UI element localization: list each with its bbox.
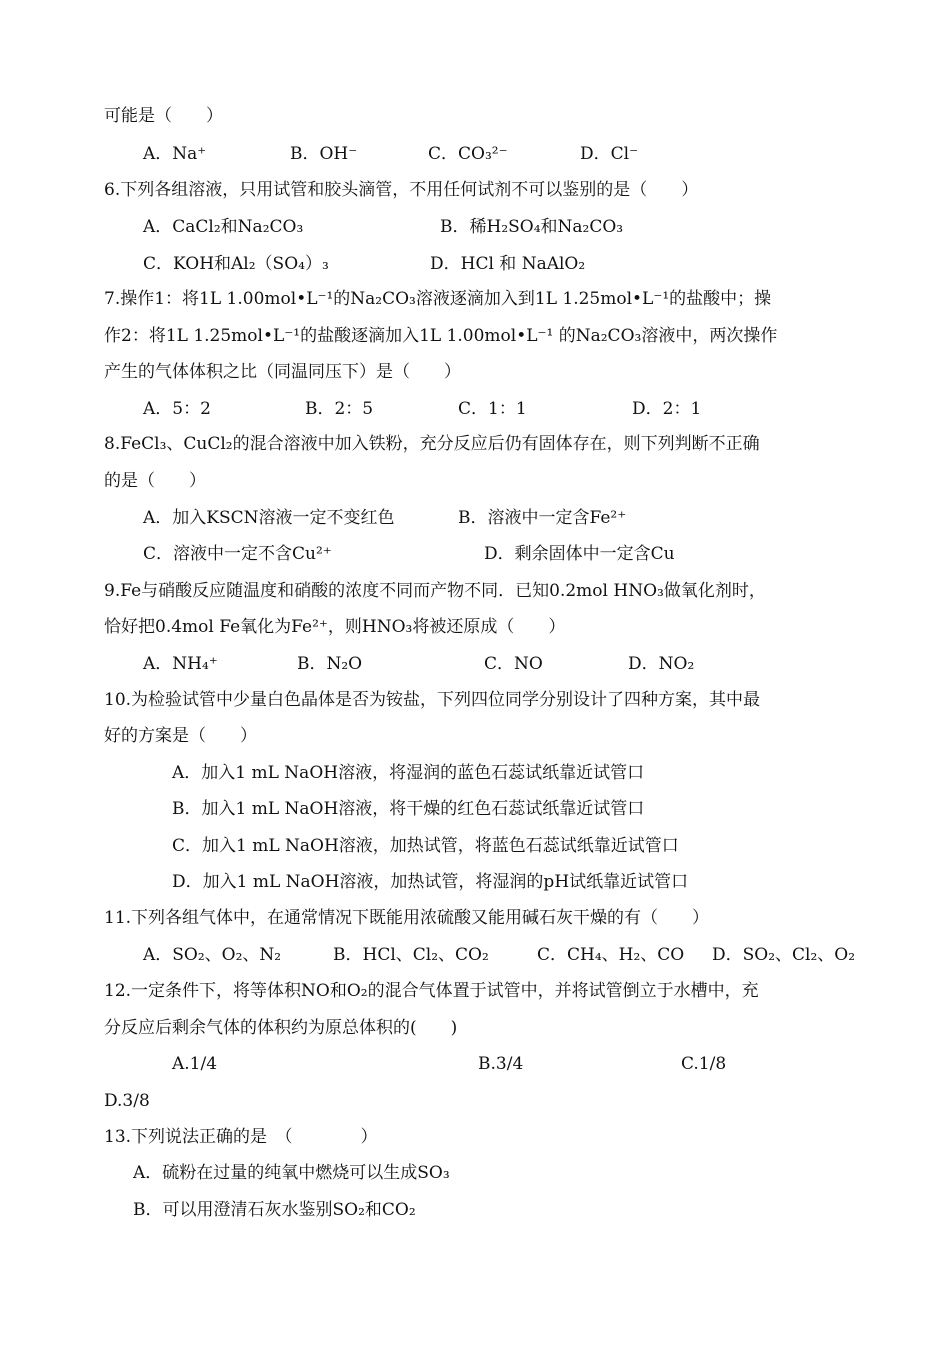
q11-option-c: C．CH₄、H₂、CO xyxy=(537,945,685,965)
q12-line-1: 12.一定条件下，将等体积NO和O₂的混合气体置于试管中，并将试管倒立于水槽中，充 xyxy=(104,981,759,1001)
q11-option-b: B．HCl、Cl₂、CO₂ xyxy=(333,945,489,965)
q9-option-d: D．NO₂ xyxy=(628,654,695,674)
q5-option-b: B．OH⁻ xyxy=(290,144,358,164)
q9-option-b: B．N₂O xyxy=(297,654,363,674)
q8-option-a: A．加入KSCN溶液一定不变红色 xyxy=(143,508,395,528)
q10-option-c: C．加入1 mL NaOH溶液，加热试管，将蓝色石蕊试纸靠近试管口 xyxy=(172,836,679,856)
q7-option-d: D．2：1 xyxy=(632,399,702,419)
q9-option-a: A．NH₄⁺ xyxy=(143,654,218,674)
q6-option-d: D．HCl 和 NaAlO₂ xyxy=(430,254,586,274)
q12-option-d: D.3/8 xyxy=(104,1091,150,1111)
q9-line-2: 恰好把0.4mol Fe氧化为Fe²⁺，则HNO₃将被还原成（ ） xyxy=(104,617,566,637)
q12-line-2: 分反应后剩余气体的体积约为原总体积的( ) xyxy=(104,1018,458,1038)
q10-line-1: 10.为检验试管中少量白色晶体是否为铵盐，下列四位同学分别设计了四种方案，其中最 xyxy=(104,690,761,710)
q6-option-b: B．稀H₂SO₄和Na₂CO₃ xyxy=(440,217,624,237)
q13-option-a: A．硫粉在过量的纯氧中燃烧可以生成SO₃ xyxy=(133,1163,450,1183)
q12-option-a: A.1/4 xyxy=(172,1054,218,1074)
q8-option-d: D．剩余固体中一定含Cu xyxy=(484,544,675,564)
q8-option-c: C．溶液中一定不含Cu²⁺ xyxy=(143,544,332,564)
q10-option-a: A．加入1 mL NaOH溶液，将湿润的蓝色石蕊试纸靠近试管口 xyxy=(172,763,645,783)
q11-stem: 11.下列各组气体中，在通常情况下既能用浓硫酸又能用碱石灰干燥的有（ ） xyxy=(104,908,710,928)
q7-line-3: 产生的气体体积之比（同温同压下）是（ ） xyxy=(104,362,461,382)
q8-line-1: 8.FeCl₃、CuCl₂的混合溶液中加入铁粉，充分反应后仍有固体存在，则下列判断不正确 xyxy=(104,434,760,454)
q7-option-a: A．5：2 xyxy=(143,399,211,419)
q9-option-c: C．NO xyxy=(484,654,543,674)
q5-option-c: C．CO₃²⁻ xyxy=(428,144,508,164)
q6-option-c: C．KOH和Al₂（SO₄）₃ xyxy=(143,254,329,274)
q6-option-a: A．CaCl₂和Na₂CO₃ xyxy=(143,217,304,237)
q8-line-2: 的是（ ） xyxy=(104,471,206,491)
q7-line-1: 7.操作1：将1L 1.00mol•L⁻¹的Na₂CO₃溶液逐滴加入到1L 1.25mol•L⁻¹的盐酸中；操 xyxy=(104,289,772,309)
q11-option-d: D．SO₂、Cl₂、O₂ xyxy=(712,945,856,965)
q5-option-a: A．Na⁺ xyxy=(143,144,207,164)
q8-option-b: B．溶液中一定含Fe²⁺ xyxy=(458,508,627,528)
q11-option-a: A．SO₂、O₂、N₂ xyxy=(143,945,282,965)
q10-line-2: 好的方案是（ ） xyxy=(104,726,257,746)
q5-tail: 可能是（ ） xyxy=(104,106,223,126)
q6-stem: 6.下列各组溶液，只用试管和胶头滴管，不用任何试剂不可以鉴别的是（ ） xyxy=(104,180,699,200)
q12-option-b: B.3/4 xyxy=(478,1054,524,1074)
q13-option-b: B．可以用澄清石灰水鉴别SO₂和CO₂ xyxy=(133,1200,416,1220)
q12-option-c: C.1/8 xyxy=(681,1054,727,1074)
q10-option-b: B．加入1 mL NaOH溶液，将干燥的红色石蕊试纸靠近试管口 xyxy=(172,799,645,819)
q7-option-b: B．2：5 xyxy=(305,399,374,419)
q13-stem: 13.下列说法正确的是 （ ） xyxy=(104,1127,378,1147)
q7-option-c: C．1：1 xyxy=(458,399,527,419)
q5-option-d: D．Cl⁻ xyxy=(580,144,639,164)
q10-option-d: D．加入1 mL NaOH溶液，加热试管，将湿润的pH试纸靠近试管口 xyxy=(172,872,689,892)
q9-line-1: 9.Fe与硝酸反应随温度和硝酸的浓度不同而产物不同．已知0.2mol HNO₃做氧化剂时， xyxy=(104,581,766,601)
q7-line-2: 作2：将1L 1.25mol•L⁻¹的盐酸逐滴加入1L 1.00mol•L⁻¹ 的Na₂CO₃溶液中，两次操作 xyxy=(104,326,778,346)
